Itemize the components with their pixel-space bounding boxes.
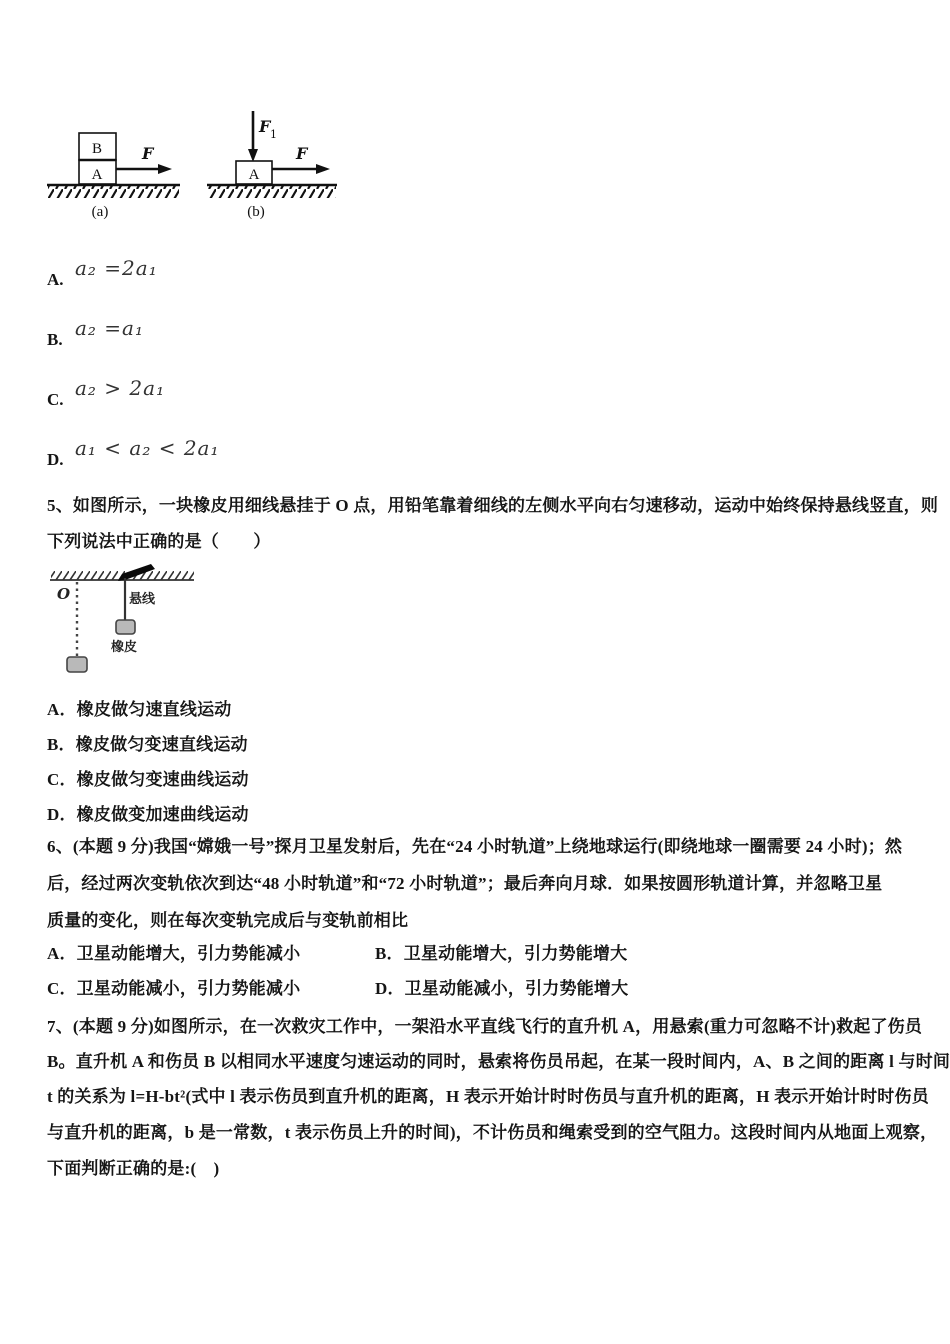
q6-text-line2: 后，经过两次变轨依次到达“48 小时轨道”和“72 小时轨道”；最后奔向月球．如果按圆形轨道计算，并忽略卫星 xyxy=(47,874,883,893)
eraser-label: 橡皮 xyxy=(111,639,138,654)
blocks-figure xyxy=(45,105,345,225)
q6-text-line3: 质量的变化，则在每次变轨完成后与变轨前相比 xyxy=(47,911,409,930)
point-o-label: O xyxy=(57,585,71,603)
force-f1-subscript: 1 xyxy=(270,128,277,141)
diagram-b xyxy=(207,111,337,220)
q4-option-c-letter: C. xyxy=(47,390,64,409)
q7-text-line4: 与直升机的距离，b 是一常数，t 表示伤员上升的时间)，不计伤员和绳索受到的空气阻力。这段时间内从地面上观察， xyxy=(47,1123,938,1142)
block-b-label: B xyxy=(91,141,103,157)
q4-option-a-formula: a₂ =2a₁ xyxy=(75,256,158,280)
q5-option-a: A．橡皮做匀速直线运动 xyxy=(47,700,232,719)
eraser-initial xyxy=(67,657,87,672)
caption-b: (b) xyxy=(247,204,265,220)
ground-hatch-a xyxy=(48,186,179,198)
q5-option-d: D．橡皮做变加速曲线运动 xyxy=(47,805,249,824)
q6-option-b: B．卫星动能增大，引力势能增大 xyxy=(375,944,628,963)
ground-hatch-b xyxy=(208,186,336,198)
q5-option-c: C．橡皮做匀变速曲线运动 xyxy=(47,770,249,789)
q5-text-line2: 下列说法中正确的是（ ） xyxy=(47,532,271,551)
q6-text-line1: 6、(本题 9 分)我国“嫦娥一号”探月卫星发射后，先在“24 小时轨道”上绕地球运行(即绕地球一圈需要 24 小时)；然 xyxy=(47,837,903,856)
q7-text-line1: 7、(本题 9 分)如图所示，在一次救灾工作中，一架沿水平直线飞行的直升机 A，用悬索(重力可忽略不计)救起了伤员 xyxy=(47,1017,923,1036)
q4-option-c-formula: a₂ > 2a₁ xyxy=(75,376,166,400)
string-label: 悬线 xyxy=(129,591,156,606)
q5-text-line1: 5、如图所示，一块橡皮用细线悬挂于 O 点，用铅笔靠着细线的左侧水平向右匀速移动，运动中始终保持悬线竖直，则 xyxy=(47,496,939,515)
q7-text-line2: B。直升机 A 和伤员 B 以相同水平速度匀速运动的同时，悬索将伤员吊起，在某一段时间内，A、B 之间的距离 l 与时间 xyxy=(47,1052,950,1071)
q4-option-d-letter: D. xyxy=(47,450,64,469)
q4-option-b-formula: a₂ =a₁ xyxy=(75,316,144,340)
q6-option-d: D．卫星动能减小，引力势能增大 xyxy=(375,979,629,998)
diagram-a xyxy=(47,133,180,220)
eraser-string-figure xyxy=(48,562,198,682)
q4-option-d-formula: a₁ < a₂ < 2a₁ xyxy=(75,436,220,460)
q4-option-a-letter: A. xyxy=(47,270,64,289)
q4-option-b-letter: B. xyxy=(47,330,63,349)
q7-text-line5: 下面判断正确的是:( ) xyxy=(47,1159,220,1178)
q6-option-a: A．卫星动能增大，引力势能减小 xyxy=(47,944,301,963)
q7-text-line3: t 的关系为 l=H-bt²(式中 l 表示伤员到直升机的距离，H 表示开始计时时伤员与直升机的距离，H 表示开始计时时伤员 xyxy=(47,1087,929,1106)
force-f2-label: F xyxy=(296,144,308,163)
q5-option-b: B．橡皮做匀变速直线运动 xyxy=(47,735,248,754)
caption-a: (a) xyxy=(91,204,109,220)
force-f-label: F xyxy=(142,144,154,163)
eraser-current xyxy=(116,620,135,634)
q6-option-c: C．卫星动能减小，引力势能减小 xyxy=(47,979,301,998)
block-a-label: A xyxy=(91,167,103,183)
block-a2-label: A xyxy=(248,167,260,183)
force-f1-label: F xyxy=(259,117,271,136)
